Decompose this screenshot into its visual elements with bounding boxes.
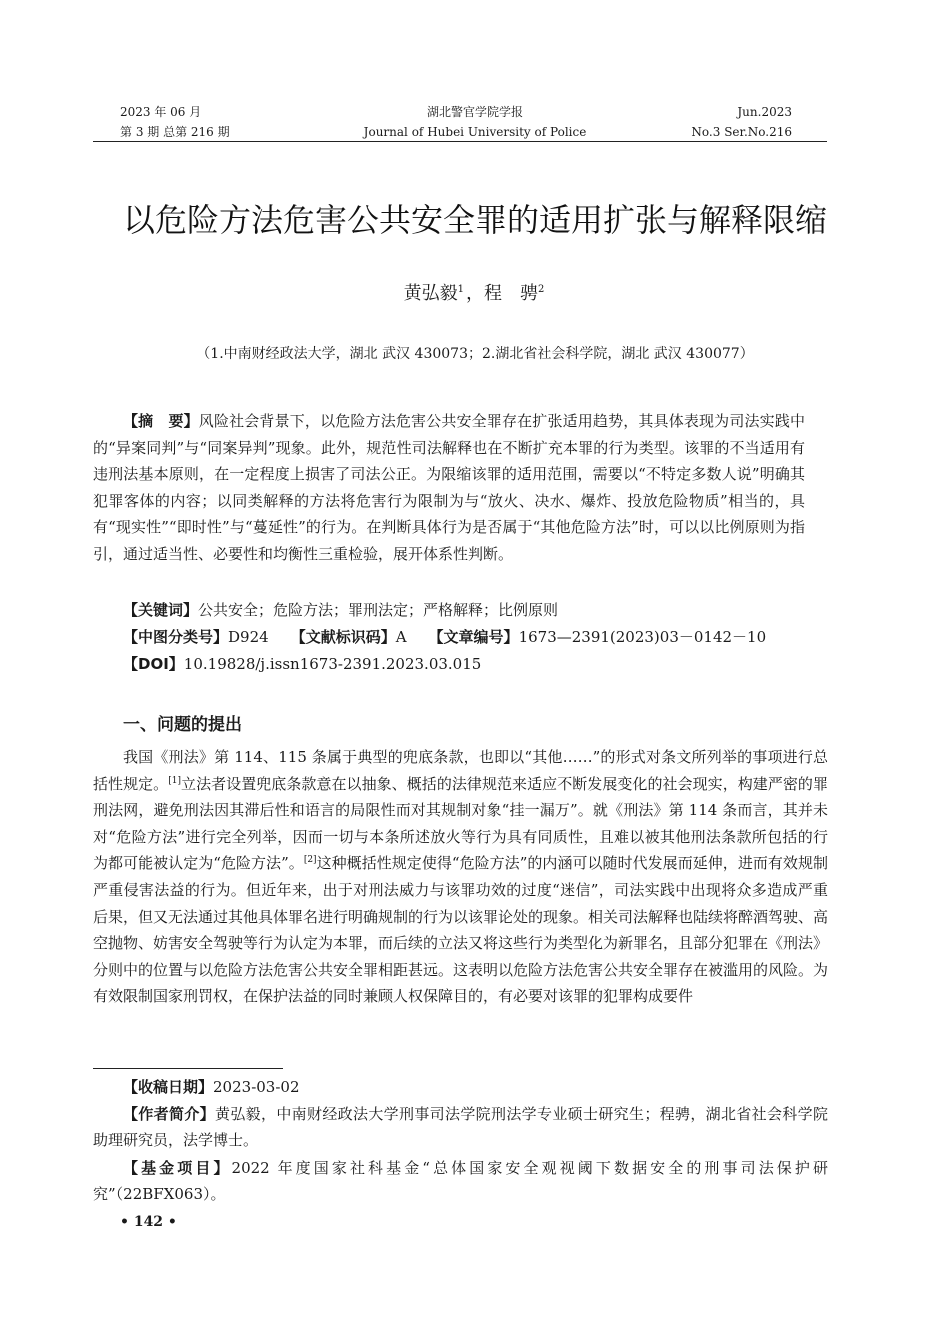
paragraph-text-2: 立法者设置兜底条款意在以抽象、概括的法律规范来适应不断发展变化的社会现实，构建严密的罪刑法网，避免刑法因其滞后性和语言的局限性而对其规制对象“挂一漏万”。就《刑法》第 114 条而言，其并未对“危险方法”进行完全列举，因而一切与本条所述放火等行为具有同质性，且难以被其他刑法条款所包括的行为都可能被认定为“危险方法”。 <box>93 774 828 873</box>
doc-code-value: A <box>395 628 407 646</box>
abstract-text: 风险社会背景下，以危险方法危害公共安全罪存在扩张适用趋势，其具体表现为司法实践中的“异案同判”与“同案异判”现象。此外，规范性司法解释也在不断扩充本罪的行为类型。该罪的不当适用有违刑法基本原则，在一定程度上损害了司法公正。为限缩该罪的适用范围，需要以“不特定多数人说”明确其犯罪客体的内容；以同类解释的方法将危害行为限制为与“放火、决水、爆炸、投放危险物质”相当的，具有“现实性”“即时性”与“蔓延性”的行为。在判断具体行为是否属于“其他危险方法”时，可以以比例原则为指引，通过适当性、必要性和均衡性三重检验，展开体系性判断。 <box>93 412 805 563</box>
funding-value: 2022 年度国家社科基金“总体国家安全观视阈下数据安全的刑事司法保护研究”（22BFX063）。 <box>93 1159 828 1203</box>
author-1: 黄弘毅 <box>403 283 458 304</box>
paragraph-text-3: 这种概括性规定使得“危险方法”的内涵可以随时代发展而延伸，进而有效规制严重侵害法益的行为。但近年来，出于对刑法威力与该罪功效的过度“迷信”，司法实践中出现将众多造成严重后果，但又无法通过其他具体罪名进行明确规制的行为以该罪论处的现象。相关司法解释也陆续将醉酒驾驶、高空抛物、妨害安全驾驶等行为认定为本罪，而后续的立法又将这些行为类型化为新罪名，且部分犯罪在《刑法》分则中的位置与以危险方法危害公共安全罪相距甚远。这表明以危险方法危害公共安全罪存在被滥用的风险。为有效限制国家刑罚权，在保护法益的同时兼顾人权保障目的，有必要对该罪的犯罪构成要件 <box>93 854 829 1006</box>
article-number-value: 1673—2391(2023)03－0142－10 <box>518 628 767 646</box>
article-title: 以危险方法危害公共安全罪的适用扩张与解释限缩 <box>122 201 827 239</box>
affiliations: （1.中南财经政法大学，湖北 武汉 430073；2.湖北省社会科学院，湖北 武汉 430077） <box>196 346 754 362</box>
keywords <box>123 597 558 623</box>
keywords-label: 【关键词】 <box>123 601 199 619</box>
paragraph-text-1: 我国《刑法》第 114、115 条属于典型的兜底条款，也即以“其他……”的形式对条文所列举的事项进行总括性规定。 <box>93 748 828 793</box>
keywords-text: 公共安全；危险方法；罪刑法定；严格解释；比例原则 <box>198 601 559 619</box>
footnote-received <box>93 1074 828 1100</box>
author-1-affiliation-mark: 1 <box>457 284 464 295</box>
doi-label: 【DOI】 <box>123 655 184 673</box>
received-value: 2023-03-02 <box>213 1078 300 1096</box>
author-2-affiliation-mark: 2 <box>538 284 545 295</box>
author-bio-label: 【作者简介】 <box>123 1105 215 1123</box>
abstract <box>93 408 805 567</box>
doi-line <box>123 651 481 677</box>
journal-name-cn: 湖北警官学院学报 <box>426 105 523 119</box>
journal-date-issue-en <box>620 102 792 142</box>
author-bio-value: 黄弘毅，中南财经政法大学刑事司法学院刑法学专业硕士研究生；程骋，湖北省社会科学院助理研究员，法学博士。 <box>93 1105 828 1149</box>
journal-date-issue <box>120 102 230 142</box>
issue-date: 2023 年 06 月 <box>120 105 202 119</box>
citation-1[interactable]: [1] <box>168 775 181 786</box>
section-heading: 一、问题的提出 <box>123 715 242 735</box>
author-line <box>0 276 950 308</box>
article-number-label: 【文章编号】 <box>428 628 519 646</box>
citation-2[interactable]: [2] <box>303 855 317 866</box>
footnote-author-bio <box>93 1101 828 1153</box>
journal-name <box>300 102 650 142</box>
issue-number: 第 3 期 总第 216 期 <box>120 125 230 139</box>
received-label: 【收稿日期】 <box>123 1078 214 1096</box>
abstract-label: 【摘 要】 <box>123 412 199 430</box>
footnote-funding <box>93 1155 828 1207</box>
author-2: 程 骋 <box>484 283 538 304</box>
body-paragraph <box>93 744 828 1010</box>
issue-date-en: Jun.2023 <box>737 105 792 119</box>
header-rule <box>93 141 827 142</box>
doi-value: 10.19828/j.issn1673-2391.2023.03.015 <box>183 655 482 673</box>
funding-label: 【基金项目】 <box>123 1159 232 1177</box>
classification-line <box>123 624 766 650</box>
issue-number-en: No.3 Ser.No.216 <box>691 125 792 139</box>
page-number: • 142 • <box>120 1214 177 1230</box>
doc-code-label: 【文献标识码】 <box>290 628 396 646</box>
author-separator: ， <box>466 283 484 304</box>
footnote-rule <box>93 1068 283 1069</box>
journal-name-en: Journal of Hubei University of Police <box>363 125 587 139</box>
clc-value: D924 <box>228 628 269 646</box>
clc-label: 【中图分类号】 <box>123 628 229 646</box>
